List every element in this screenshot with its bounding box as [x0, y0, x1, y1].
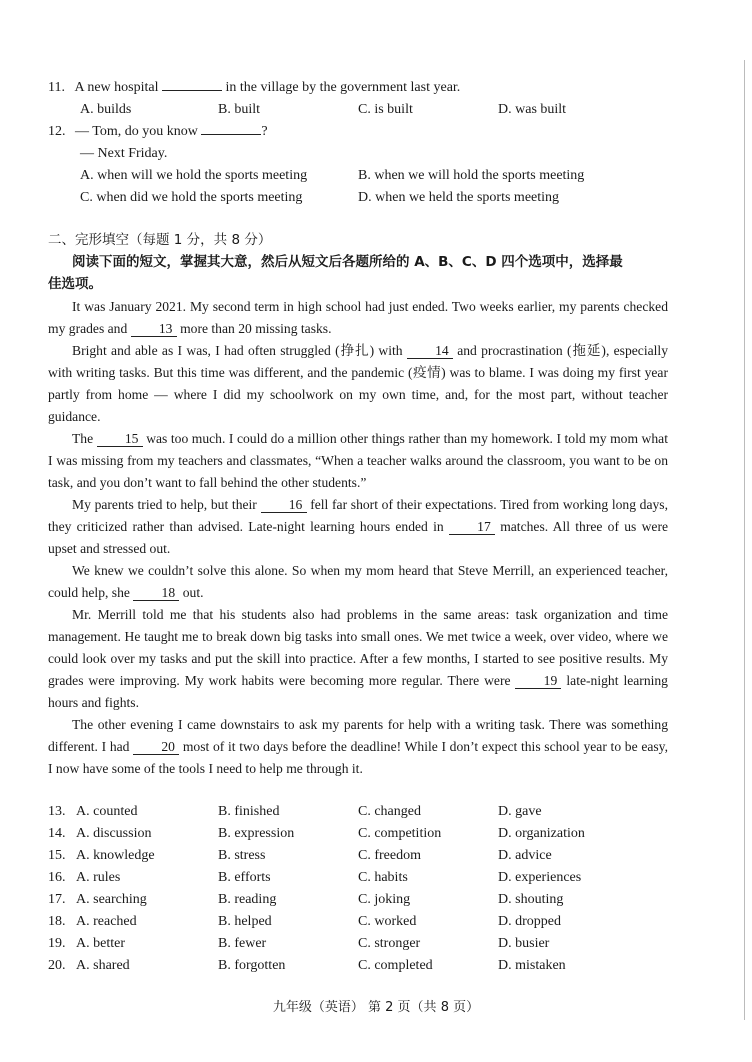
cloze-blank-16[interactable]: 16 [261, 497, 307, 513]
section-instruction: 阅读下面的短文，掌握其大意，然后从短文后各题所给的 A、B、C、D 四个选项中，选择最 [72, 254, 623, 270]
option-13-a[interactable]: A. counted [76, 804, 138, 819]
question-number: 11. [48, 80, 65, 95]
option-11-c[interactable]: C. is built [358, 102, 413, 117]
cloze-blank-18[interactable]: 18 [133, 585, 179, 601]
option-16-d[interactable]: D. experiences [498, 870, 582, 885]
option-17-d[interactable]: D. shouting [498, 892, 564, 907]
passage-paragraph: We knew we couldn’t solve this alone. So when my mom heard that Steve Merrill, an experienced teacher, could help, she 18 out. [48, 563, 668, 600]
page-edge [744, 60, 745, 1020]
option-12-b[interactable]: B. when we will hold the sports meeting [358, 168, 585, 183]
option-14-a[interactable]: A. discussion [76, 826, 152, 841]
question-stem: — Tom, do you know [75, 124, 198, 139]
option-17-b[interactable]: B. reading [218, 892, 277, 907]
option-row-num: 13. [48, 804, 66, 819]
cloze-blank-14[interactable]: 14 [407, 343, 453, 359]
cloze-blank-17[interactable]: 17 [449, 519, 495, 535]
option-20-b[interactable]: B. forgotten [218, 958, 286, 973]
question-stem: A new hospital [74, 80, 159, 95]
option-13-b[interactable]: B. finished [218, 804, 280, 819]
question-12 [48, 123, 268, 141]
option-11-b[interactable]: B. built [218, 102, 261, 117]
option-19-b[interactable]: B. fewer [218, 936, 267, 951]
passage-paragraph: Bright and able as I was, I had often struggled (挣扎) with 14 and procrastination (拖延), especially with writing tasks. But this time was different, and the pandemic (疫情) was to blame. I was doing my first year partly from home — where I did my schoolwork on my own time, and, for the most part, without teacher guidance. [48, 343, 668, 424]
option-13-d[interactable]: D. gave [498, 804, 542, 819]
cloze-blank-19[interactable]: 19 [515, 673, 561, 689]
option-13-c[interactable]: C. changed [358, 804, 421, 819]
option-20-c[interactable]: C. completed [358, 958, 433, 973]
option-12-d[interactable]: D. when we held the sports meeting [358, 190, 560, 205]
question-11 [48, 79, 460, 97]
option-18-d[interactable]: D. dropped [498, 914, 562, 929]
option-16-b[interactable]: B. efforts [218, 870, 271, 885]
option-row-num: 20. [48, 958, 66, 973]
option-17-a[interactable]: A. searching [76, 892, 147, 907]
passage-paragraph: Mr. Merrill told me that his students also had problems in the same areas: task organization and time management. He taught me to break down big tasks into small ones. We met twice a week, over video, where we could look over my tasks and put the skill into practice. After a few months, I started to see positive results. My grades were improving. My work habits were becoming more regular. There were 19 late-night learning hours and fights. [48, 607, 668, 710]
passage-paragraph: The 15 was too much. I could do a million other things rather than my homework. I told my mom what I was missing from my teachers and classmates, “When a teacher walks around the classroom, you want to be on task, and you don’t want to fall behind the other students.” [48, 431, 668, 490]
answer-blank[interactable] [162, 90, 222, 91]
option-11-a[interactable]: A. builds [80, 102, 132, 117]
option-18-a[interactable]: A. reached [76, 914, 137, 929]
option-14-b[interactable]: B. expression [218, 826, 295, 841]
option-14-d[interactable]: D. organization [498, 826, 585, 841]
answer-blank[interactable] [201, 134, 261, 135]
option-15-b[interactable]: B. stress [218, 848, 266, 863]
option-19-c[interactable]: C. stronger [358, 936, 421, 951]
option-16-c[interactable]: C. habits [358, 870, 408, 885]
option-15-d[interactable]: D. advice [498, 848, 552, 863]
question-12-reply: — Next Friday. [80, 146, 168, 161]
cloze-blank-15[interactable]: 15 [97, 431, 143, 447]
option-17-c[interactable]: C. joking [358, 892, 411, 907]
option-14-c[interactable]: C. competition [358, 826, 442, 841]
option-row-num: 14. [48, 826, 66, 841]
question-stem: in the village by the government last year. [225, 80, 461, 95]
passage-paragraph: It was January 2021. My second term in high school had just ended. Two weeks earlier, my parents checked my grades and 13 more than 20 missing tasks. [48, 299, 668, 336]
option-row-num: 17. [48, 892, 66, 907]
passage-paragraph: The other evening I came downstairs to ask my parents for help with a writing task. There was something different. I had 20 most of it two days before the deadline! While I don’t expect this school year to be easy, I now have some of the tools I need to help me through it. [48, 717, 668, 776]
option-row-num: 18. [48, 914, 66, 929]
section-title: 二、完形填空（每题 1 分，共 8 分） [48, 232, 272, 248]
cloze-blank-13[interactable]: 13 [131, 321, 177, 337]
question-number: 12. [48, 124, 66, 139]
option-20-d[interactable]: D. mistaken [498, 958, 566, 973]
question-stem: ? [261, 124, 268, 139]
section-instruction-cont: 佳选项。 [48, 276, 102, 292]
option-12-a[interactable]: A. when will we hold the sports meeting [80, 168, 308, 183]
page-footer: 九年级（英语） 第 2 页（共 8 页） [272, 1000, 480, 1015]
option-15-c[interactable]: C. freedom [358, 848, 421, 863]
option-15-a[interactable]: A. knowledge [76, 848, 155, 863]
option-18-c[interactable]: C. worked [358, 914, 417, 929]
passage-paragraph: My parents tried to help, but their 16 fell far short of their expectations. Tired from working long days, they criticized rather than advised. Late-night learning hours ended in 17 matches. All three of us were upset and stressed out. [48, 497, 669, 556]
option-row-num: 15. [48, 848, 66, 863]
option-19-d[interactable]: D. busier [498, 936, 550, 951]
option-11-d[interactable]: D. was built [498, 102, 567, 117]
option-row-num: 16. [48, 870, 66, 885]
option-12-c[interactable]: C. when did we hold the sports meeting [80, 190, 303, 205]
cloze-passage [48, 296, 668, 780]
option-20-a[interactable]: A. shared [76, 958, 130, 973]
option-18-b[interactable]: B. helped [218, 914, 272, 929]
option-row-num: 19. [48, 936, 66, 951]
option-19-a[interactable]: A. better [76, 936, 125, 951]
option-16-a[interactable]: A. rules [76, 870, 121, 885]
cloze-blank-20[interactable]: 20 [133, 739, 179, 755]
